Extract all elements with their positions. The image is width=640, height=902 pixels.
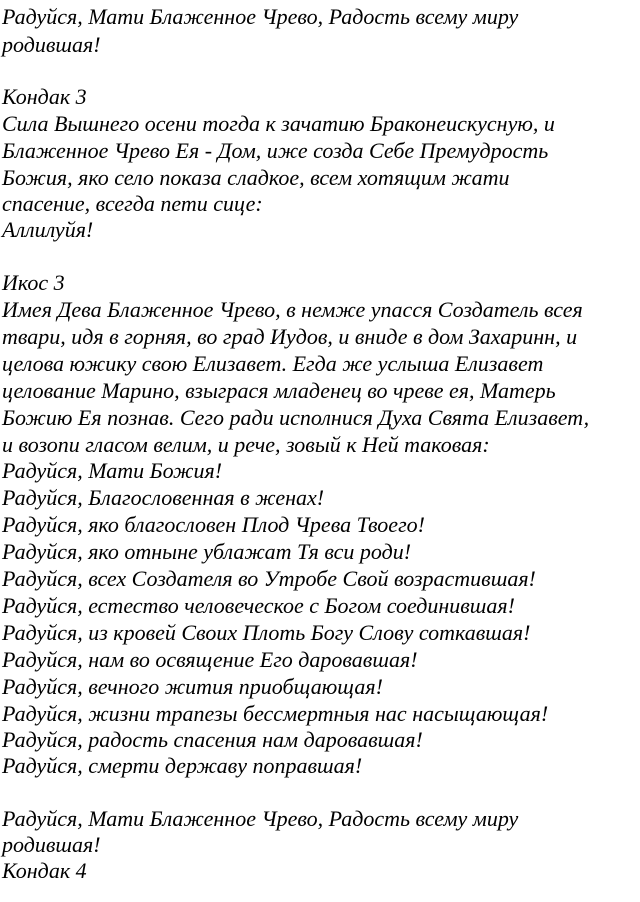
- text-line: целова южику свою Елизавет. Егда же услыша Елизавет: [2, 351, 544, 376]
- document-page: [2, 0, 638, 902]
- text-line: Радуйся, вечного жития приобщающая!: [2, 674, 383, 699]
- text-line: Аллилуйя!: [2, 217, 94, 242]
- text-line: Имея Дева Блаженное Чрево, в немже упасся Создатель всея: [2, 297, 583, 322]
- text-line: твари, идя в горняя, во град Иудов, и вниде в дом Захаринн, и: [2, 324, 578, 349]
- text-line: Радуйся, всех Создателя во Утробе Свой возрастившая!: [2, 566, 536, 591]
- text-line: Радуйся, Благословенная в женах!: [2, 485, 325, 510]
- text-line: Божия, яко село показа сладкое, всем хотящим жати: [2, 165, 510, 190]
- text-line: Радуйся, нам во освящение Его даровавшая!: [2, 647, 418, 672]
- text-line: Радуйся, жизни трапезы бессмертныя нас насыщающая!: [2, 701, 549, 726]
- section-heading: Кондак 4: [2, 858, 87, 883]
- text-line: целование Марино, взыграся младенец во чреве ея, Матерь: [2, 378, 556, 403]
- text-line: Радуйся, радость спасения нам даровавшая!: [2, 727, 423, 752]
- text-line: спасение, всегда пети сице:: [2, 191, 263, 216]
- text-line: родившая!: [2, 32, 101, 57]
- text-line: Радуйся, яко отныне ублажат Тя вси роди!: [2, 539, 412, 564]
- text-line: Радуйся, яко благословен Плод Чрева Твоего!: [2, 512, 425, 537]
- text-line: Радуйся, из кровей Своих Плоть Богу Слову соткавшая!: [2, 620, 531, 645]
- text-line: Радуйся, смерти державу поправшая!: [2, 753, 363, 778]
- section-heading: Кондак 3: [2, 84, 87, 109]
- text-line: Радуйся, Мати Божия!: [2, 458, 223, 483]
- text-line: Радуйся, естество человеческое с Богом соединившая!: [2, 593, 515, 618]
- text-line: Радуйся, Мати Блаженное Чрево, Радость всему миру: [2, 4, 519, 29]
- text-line: Радуйся, Мати Блаженное Чрево, Радость всему миру: [2, 806, 519, 831]
- section-heading: Икос 3: [2, 270, 65, 295]
- text-line: и возопи гласом велим, и рече, зовый к Ней таковая:: [2, 432, 490, 457]
- text-line: Сила Вышнего осени тогда к зачатию Браконеискусную, и: [2, 111, 555, 136]
- text-line: родившая!: [2, 832, 101, 857]
- text-line: Блаженное Чрево Ея - Дом, иже созда Себе Премудрость: [2, 138, 549, 163]
- text-line: Божию Ея познав. Сего ради исполнися Духа Свята Елизавет,: [2, 405, 590, 430]
